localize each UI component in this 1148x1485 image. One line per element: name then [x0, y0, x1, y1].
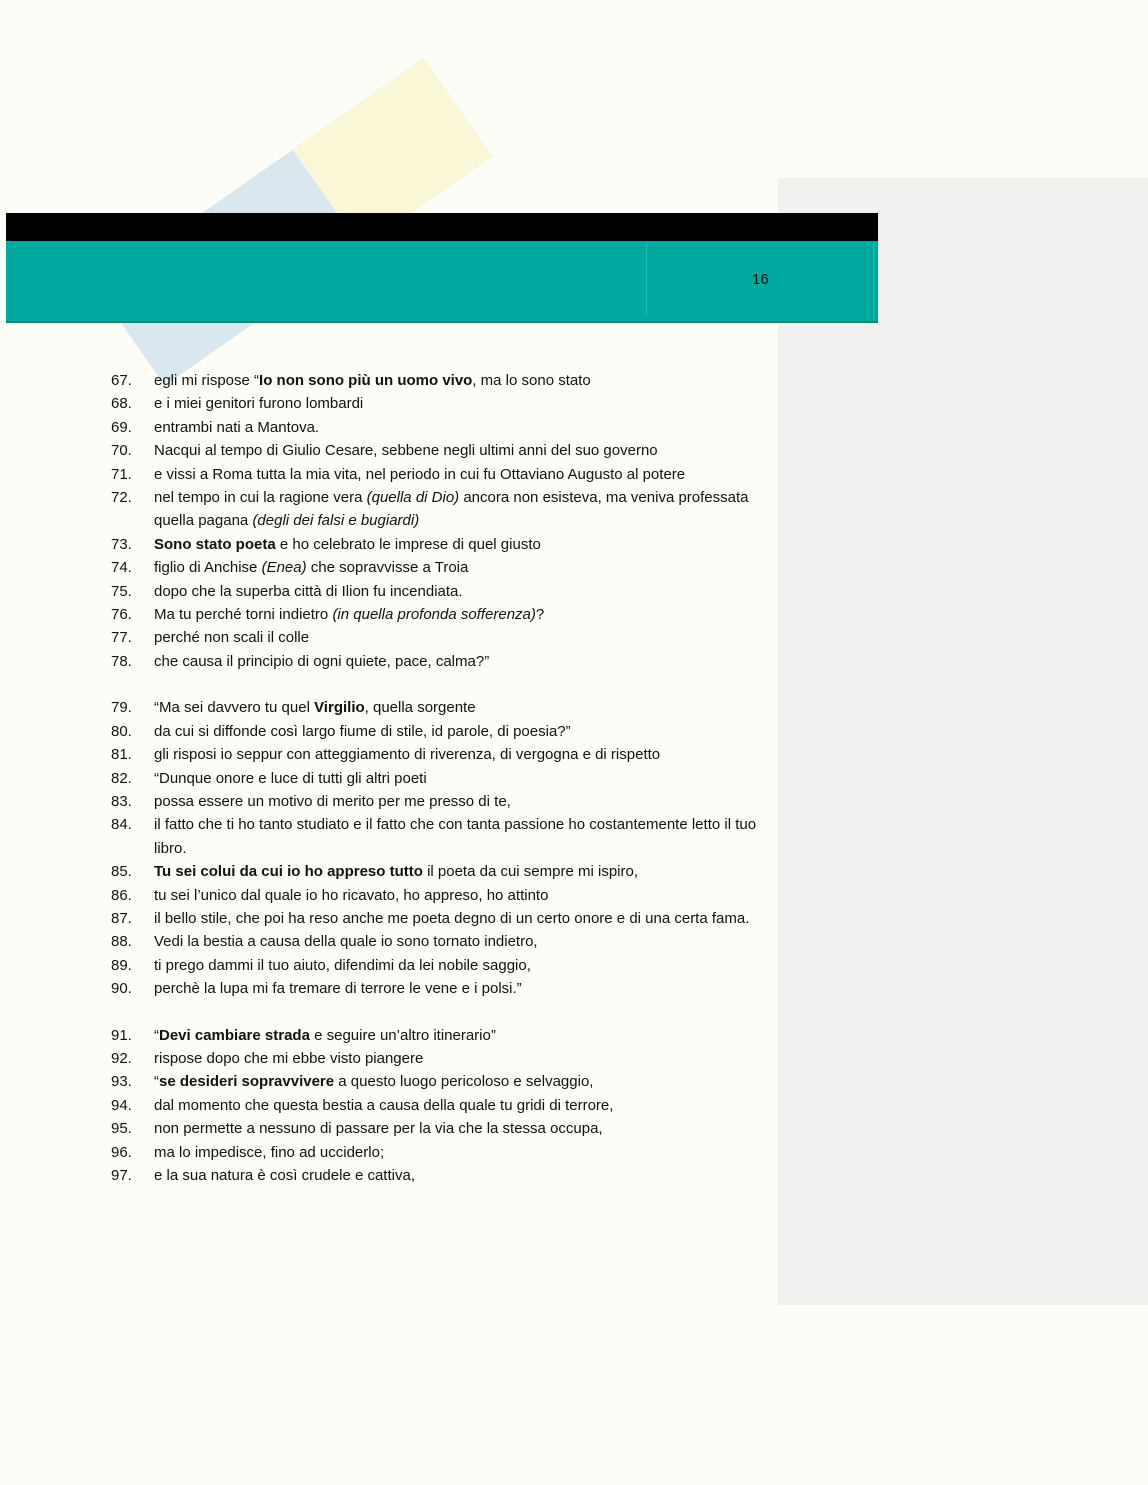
- text-run: Nacqui al tempo di Giulio Cesare, sebbene negli ultimi anni del suo governo: [154, 442, 658, 460]
- verse-number: 72.: [111, 489, 132, 507]
- verse-text: [154, 556, 771, 579]
- text-run: e vissi a Roma tutta la mia vita, nel periodo in cui fu Ottaviano Augusto al potere: [154, 465, 686, 483]
- verse-number: 69.: [111, 418, 132, 436]
- verse-text: [154, 907, 771, 930]
- stanza-gap: [111, 1001, 771, 1024]
- verse-line: [111, 954, 771, 977]
- text-run: il poeta da cui sempre mi ispiro,: [422, 863, 638, 881]
- text-run: ti prego dammi il tuo aiuto, difendimi da lei nobile saggio,: [154, 956, 531, 974]
- verse-line: [111, 696, 771, 719]
- verse-number: 89.: [111, 956, 132, 974]
- verse-line: [111, 977, 771, 1000]
- text-run: e i miei genitori furono lombardi: [154, 395, 364, 413]
- verse-line: [111, 369, 771, 392]
- verse-line: [111, 767, 771, 790]
- verse-text: [154, 650, 771, 673]
- verse-text: [154, 1141, 771, 1164]
- text-run: che sopravvisse a Troia: [306, 559, 469, 577]
- verse-line: [111, 626, 771, 649]
- verse-line: [111, 533, 771, 556]
- text-run: “Dunque onore e luce di tutti gli altri poeti: [154, 769, 427, 787]
- verse-line: [111, 1141, 771, 1164]
- verse-line: [111, 556, 771, 579]
- verse-number: 87.: [111, 909, 132, 927]
- verse-number: 68.: [111, 395, 132, 413]
- text-run: ?: [535, 606, 545, 624]
- verse-text: [154, 1117, 771, 1140]
- verse-number: 92.: [111, 1049, 132, 1067]
- text-run: ma lo impedisce, fino ad ucciderlo;: [154, 1143, 385, 1161]
- verse-line: [111, 580, 771, 603]
- header-teal-bar: [6, 241, 878, 323]
- verse-number: 82.: [111, 769, 132, 787]
- verse-line: [111, 603, 771, 626]
- italic-note: (Enea): [261, 559, 307, 577]
- verse-text: [154, 790, 771, 813]
- text-run: entrambi nati a Mantova.: [154, 418, 320, 436]
- text-run: , ma lo sono stato: [472, 372, 591, 389]
- verse-number: 97.: [111, 1167, 132, 1184]
- text-run: e ho celebrato le imprese di quel giusto: [275, 535, 541, 553]
- verse-text: [154, 813, 771, 860]
- verse-number: 84.: [111, 816, 132, 834]
- text-run: “: [154, 1026, 159, 1044]
- verse-text: [154, 720, 771, 743]
- text-run: dal momento che questa bestia a causa della quale tu gridi di terrore,: [154, 1096, 614, 1114]
- verse-number: 76.: [111, 606, 132, 624]
- header-divider: [646, 243, 647, 315]
- verse-text: [154, 1047, 771, 1070]
- verse-text: [154, 369, 771, 392]
- verse-line: [111, 930, 771, 953]
- verse-line: [111, 486, 771, 533]
- verse-text: [154, 392, 771, 415]
- text-run: perchè la lupa mi fa tremare di terrore le vene e i polsi.”: [154, 980, 522, 998]
- verse-number: 85.: [111, 863, 132, 881]
- bold-text: Devi cambiare strada: [159, 1026, 310, 1044]
- verse-line: [111, 1070, 771, 1093]
- verse-text: [154, 977, 771, 1000]
- bold-text: Io non sono più un uomo vivo: [259, 372, 473, 389]
- text-run: tu sei l’unico dal quale io ho ricavato, ho appreso, ho attinto: [154, 886, 549, 904]
- header-black-bar: [6, 213, 878, 241]
- text-run: rispose dopo che mi ebbe visto piangere: [154, 1049, 424, 1067]
- verse-number: 71.: [111, 465, 132, 483]
- verse-text: [154, 1024, 771, 1047]
- text-run: Ma tu perché torni indietro: [154, 606, 333, 624]
- page-number: 16: [752, 271, 769, 288]
- verse-text: [154, 463, 771, 486]
- text-run: dopo che la superba città di Ilion fu incendiata.: [154, 582, 463, 600]
- side-margin-panel: [778, 178, 1148, 1305]
- verse-text: [154, 439, 771, 462]
- bold-text: Sono stato poeta: [154, 535, 276, 553]
- verse-text: [154, 626, 771, 649]
- verse-line: [111, 1047, 771, 1070]
- verse-text: [154, 860, 771, 883]
- verse-number: 80.: [111, 722, 132, 740]
- verse-line: [111, 813, 771, 860]
- verse-line: [111, 743, 771, 766]
- bold-text: se desideri sopravvivere: [159, 1073, 335, 1091]
- text-run: figlio di Anchise: [154, 559, 262, 577]
- verse-text: [154, 603, 771, 626]
- text-run: Vedi la bestia a causa della quale io sono tornato indietro,: [154, 933, 538, 951]
- verse-number: 88.: [111, 933, 132, 951]
- verse-line: [111, 392, 771, 415]
- verse-line: [111, 1164, 771, 1187]
- verse-text: [154, 1070, 771, 1093]
- verse-number: 95.: [111, 1120, 132, 1138]
- italic-note: (degli dei falsi e bugiardi): [252, 512, 420, 530]
- verse-text: [154, 416, 771, 439]
- verse-number: 86.: [111, 886, 132, 904]
- text-run: e seguire un’altro itinerario”: [309, 1026, 496, 1044]
- text-run: perché non scali il colle: [154, 629, 310, 647]
- verse-text: [154, 954, 771, 977]
- verse-number: 96.: [111, 1143, 132, 1161]
- verse-line: [111, 650, 771, 673]
- verse-number: 67.: [111, 372, 132, 389]
- text-run: il bello stile, che poi ha reso anche me poeta degno di un certo onore e di una certa fama.: [154, 909, 750, 927]
- text-run: possa essere un motivo di merito per me presso di te,: [154, 792, 511, 810]
- text-run: gli risposi io seppur con atteggiamento di riverenza, di vergogna e di rispetto: [154, 746, 661, 764]
- verse-text: [154, 580, 771, 603]
- verse-number: 91.: [111, 1026, 132, 1044]
- italic-note: (quella di Dio): [366, 489, 460, 507]
- verse-line: [111, 790, 771, 813]
- verse-number: 77.: [111, 629, 132, 647]
- verse-text: [154, 486, 771, 533]
- verse-number: 83.: [111, 792, 132, 810]
- text-run: non permette a nessuno di passare per la via che la stessa occupa,: [154, 1120, 603, 1138]
- verse-number: 81.: [111, 746, 132, 764]
- italic-note: (in quella profonda sofferenza): [332, 606, 536, 624]
- text-run: “: [154, 1073, 159, 1091]
- verse-line: [111, 860, 771, 883]
- bold-text: Virgilio: [314, 699, 365, 717]
- bold-text: Tu sei colui da cui io ho appreso tutto: [154, 863, 423, 881]
- verse-line: [111, 720, 771, 743]
- stanza-gap: [111, 673, 771, 696]
- text-run: a questo luogo pericoloso e selvaggio,: [334, 1073, 594, 1091]
- text-run: che causa il principio di ogni quiete, pace, calma?”: [154, 652, 490, 670]
- verse-number: 75.: [111, 582, 132, 600]
- verse-list: [111, 369, 771, 1187]
- text-run: nel tempo in cui la ragione vera: [154, 489, 367, 507]
- verse-text: [154, 930, 771, 953]
- verse-number: 94.: [111, 1096, 132, 1114]
- verse-text: [154, 1164, 771, 1187]
- verse-number: 70.: [111, 442, 132, 460]
- text-run: “Ma sei davvero tu quel: [154, 699, 315, 717]
- text-run: egli mi rispose “: [154, 372, 260, 389]
- verse-number: 74.: [111, 559, 132, 577]
- verse-line: [111, 907, 771, 930]
- verse-line: [111, 884, 771, 907]
- verse-text: [154, 1094, 771, 1117]
- text-run: e la sua natura è così crudele e cattiva,: [154, 1167, 415, 1184]
- verse-text: [154, 696, 771, 719]
- verse-line: [111, 1094, 771, 1117]
- verse-number: 90.: [111, 980, 132, 998]
- verse-number: 93.: [111, 1073, 132, 1091]
- verse-text: [154, 533, 771, 556]
- verse-number: 73.: [111, 535, 132, 553]
- verse-line: [111, 439, 771, 462]
- verse-text: [154, 743, 771, 766]
- verse-text: [154, 767, 771, 790]
- text-run: da cui si diffonde così largo fiume di stile, id parole, di poesia?”: [154, 722, 571, 740]
- verse-number: 78.: [111, 652, 132, 670]
- verse-number: 79.: [111, 699, 132, 717]
- text-run: , quella sorgente: [364, 699, 476, 717]
- verse-line: [111, 1024, 771, 1047]
- header-divider: [873, 243, 874, 319]
- verse-line: [111, 416, 771, 439]
- text-run: il fatto che ti ho tanto studiato e il fatto che con tanta passione ho costantemente letto il tuo libro.: [154, 816, 757, 857]
- text-run: ancora non esisteva, ma veniva professata quella pagana: [154, 489, 749, 530]
- verse-line: [111, 1117, 771, 1140]
- verse-line: [111, 463, 771, 486]
- verse-text: [154, 884, 771, 907]
